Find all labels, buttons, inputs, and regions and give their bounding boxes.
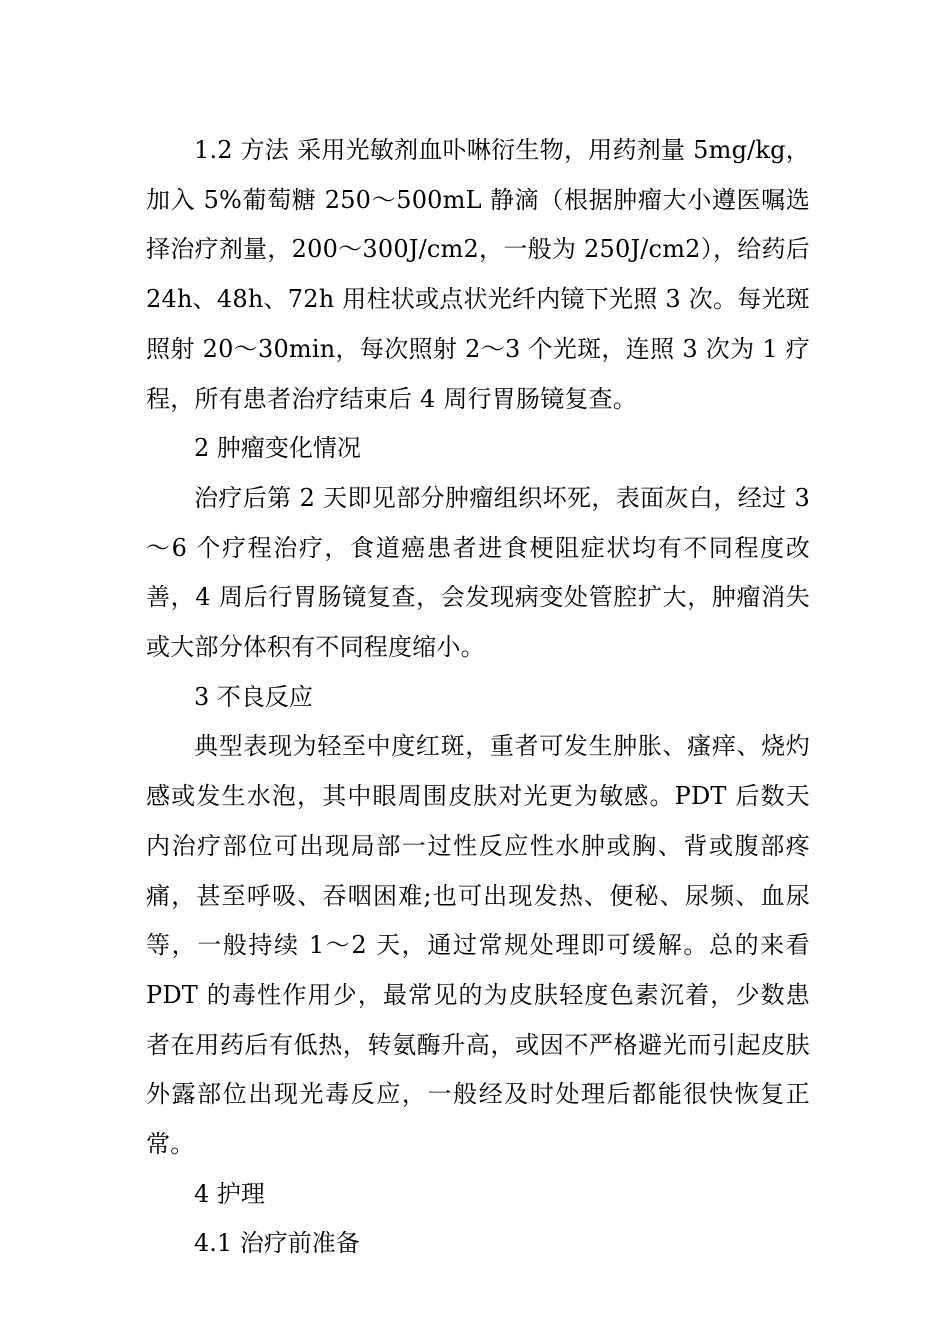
heading-tumor-changes: 2 肿瘤变化情况 xyxy=(194,434,361,463)
heading-adverse-reactions: 3 不良反应 xyxy=(194,682,313,711)
document-body xyxy=(146,126,810,1269)
heading-nursing: 4 护理 xyxy=(194,1179,265,1208)
heading-pretreatment-preparation: 4.1 治疗前准备 xyxy=(194,1229,360,1258)
paragraph-method: 1.2 方法 采用光敏剂血卟啉衍生物，用药剂量 5mg/kg，加入 5%葡萄糖 250～500mL 静滴（根据肿瘤大小遵医嘱选择治疗剂量，200～300J/cm2，一般为 250J/cm2），给药后 24h、48h、72h 用柱状或点状光纤内镜下光照 3 次。每光斑照射 20～30min，每次照射 2～3 个光斑，连照 3 次为 1 疗程，所有患者治疗结束后 4 周行胃肠镜复查。 xyxy=(146,136,810,413)
paragraph-tumor-changes: 治疗后第 2 天即见部分肿瘤组织坏死，表面灰白，经过 3～6 个疗程治疗，食道癌患者进食梗阻症状均有不同程度改善，4 周后行胃肠镜复查，会发现病变处管腔扩大，肿瘤消失或大部分体积有不同程度缩小。 xyxy=(146,483,810,662)
paragraph-adverse-reactions: 典型表现为轻至中度红斑，重者可发生肿胀、瘙痒、烧灼感或发生水泡，其中眼周围皮肤对光更为敏感。PDT 后数天内治疗部位可出现局部一过性反应性水肿或胸、背或腹部疼痛，甚至呼吸、吞咽困难;也可出现发热、便秘、尿频、血尿等，一般持续 1～2 天，通过常规处理即可缓解。总的来看 PDT 的毒性作用少，最常见的为皮肤轻度色素沉着，少数患者在用药后有低热，转氨酶升高，或因不严格避光而引起皮肤外露部位出现光毒反应，一般经及时处理后都能很快恢复正常。 xyxy=(146,732,810,1159)
